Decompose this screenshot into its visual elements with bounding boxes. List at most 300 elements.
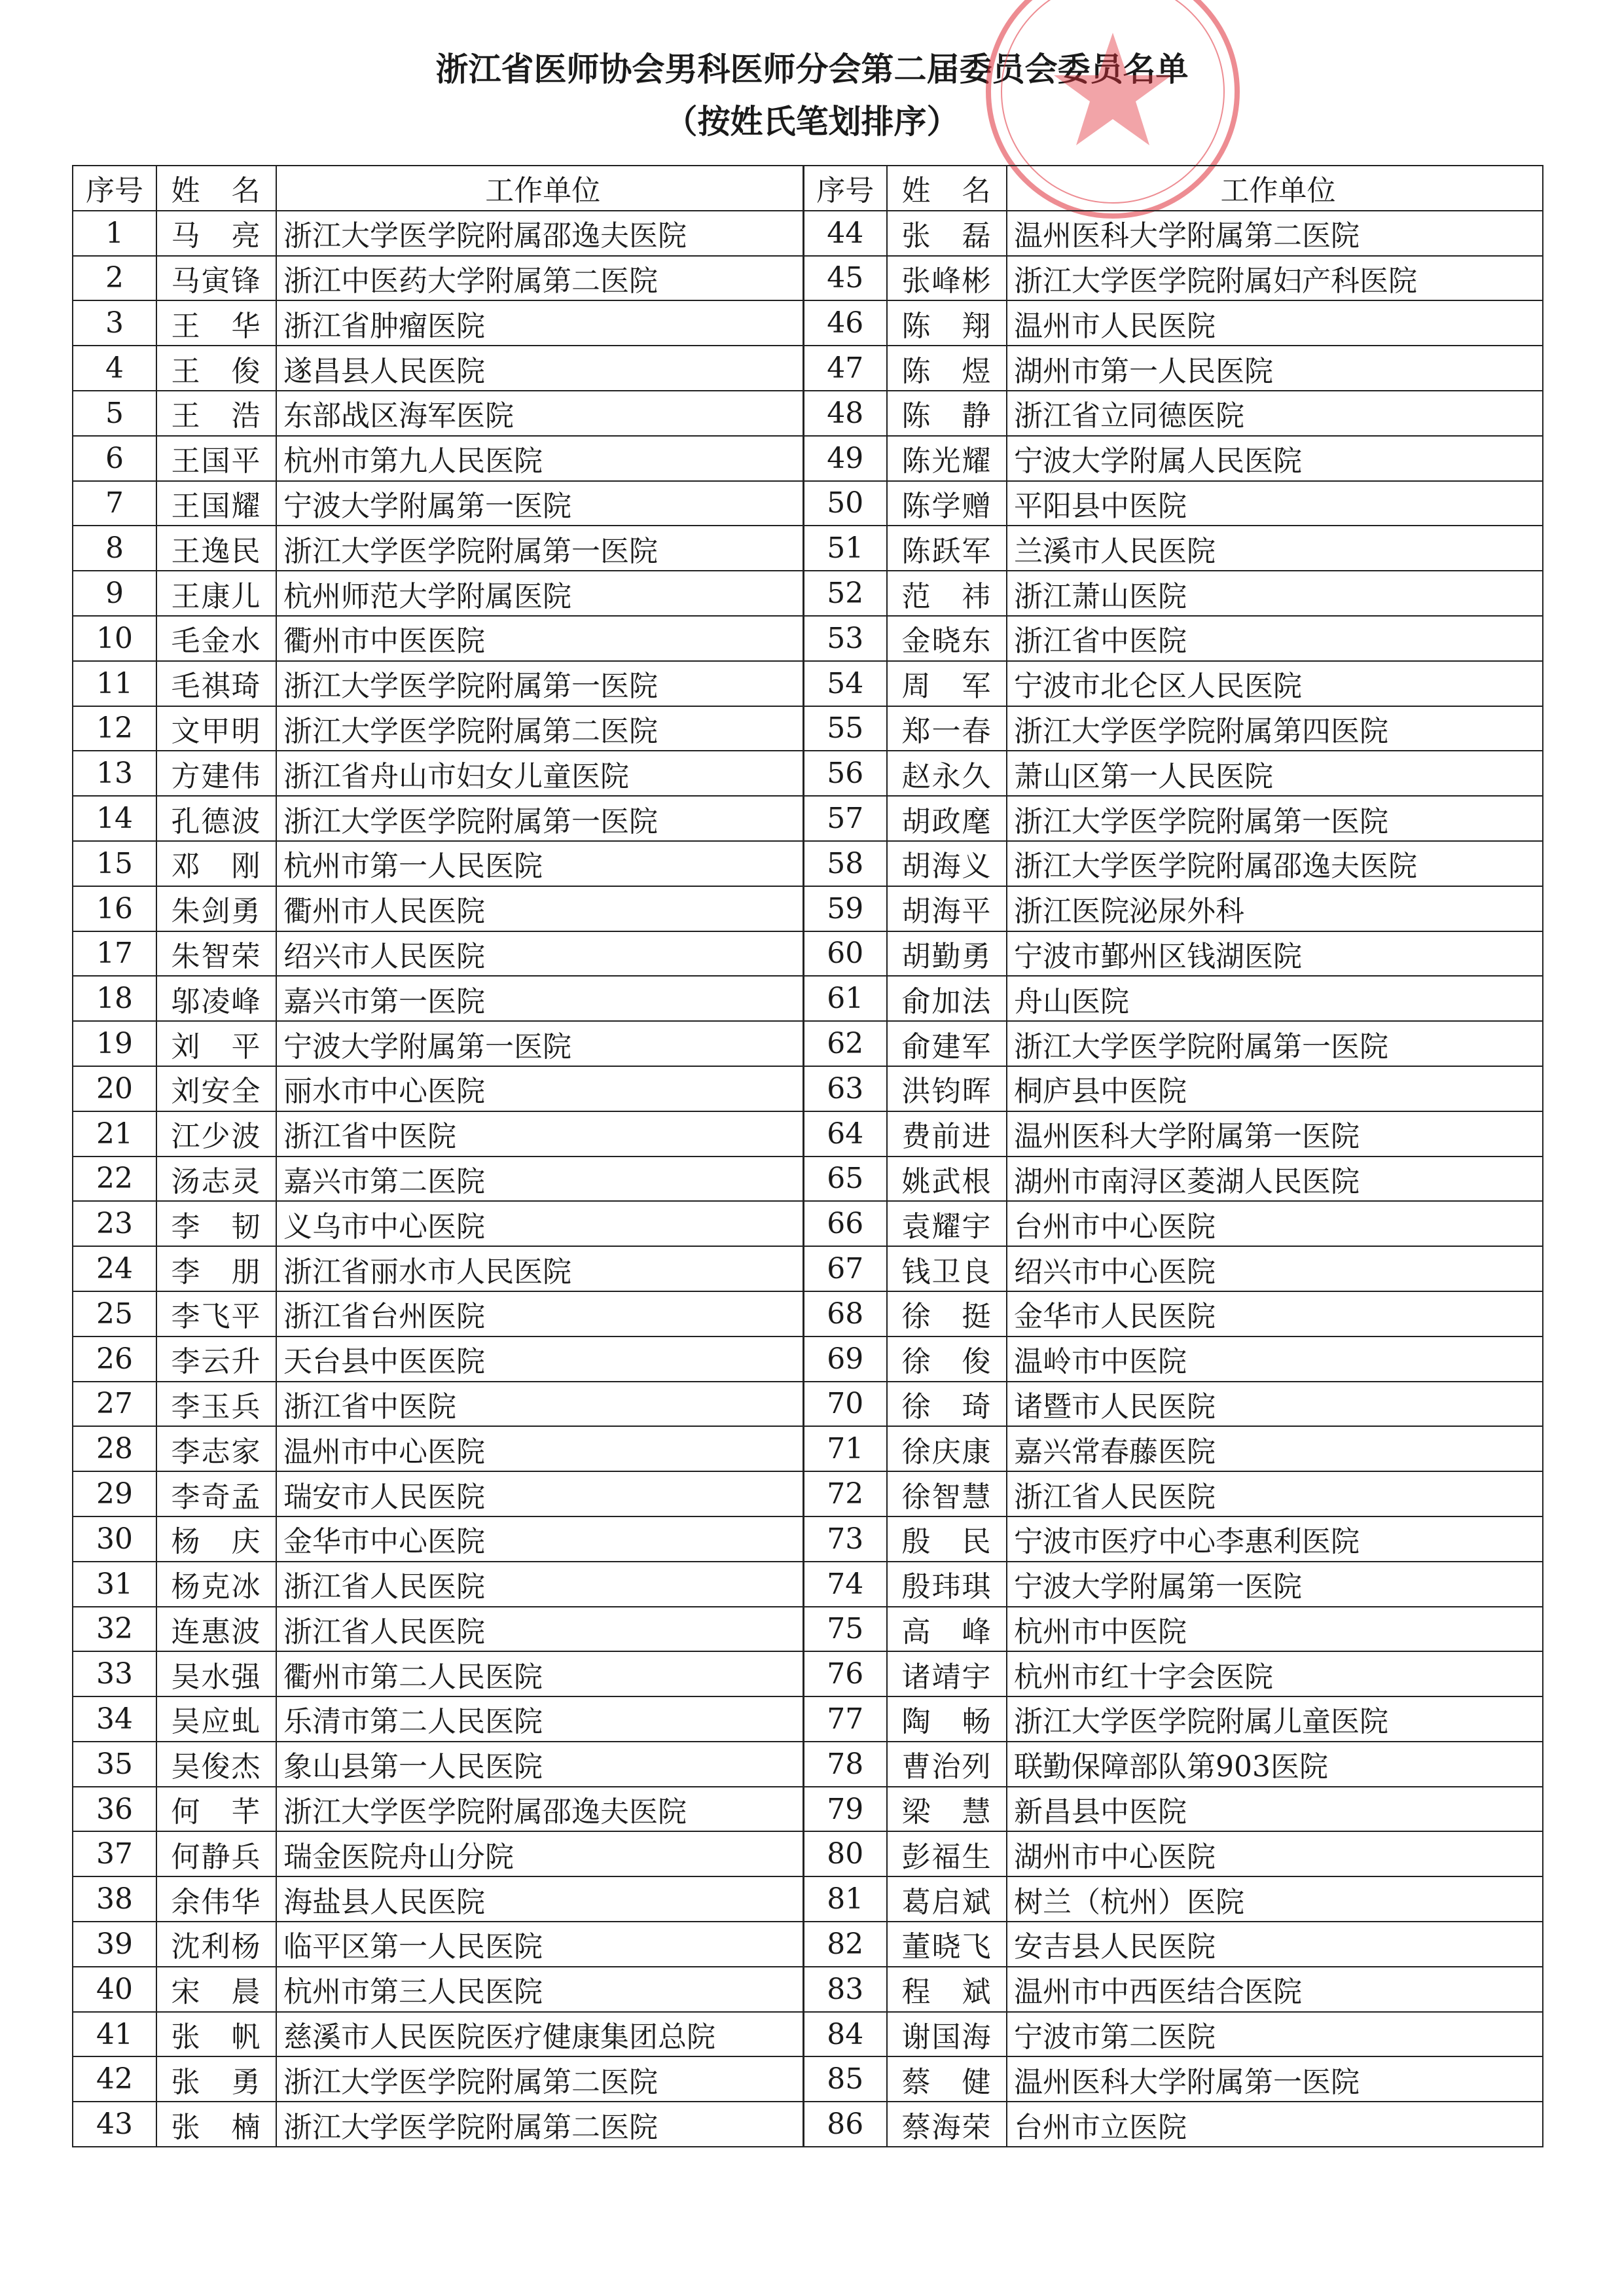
member-no: 66 (803, 1201, 887, 1246)
table-row (73, 1066, 1543, 1111)
member-unit: 丽水市中心医院 (276, 1066, 803, 1111)
table-row (73, 796, 1543, 841)
member-name: 俞加法 (887, 976, 1007, 1021)
member-no: 45 (803, 256, 887, 301)
header-name: 姓 名 (156, 166, 276, 211)
member-name: 吴水强 (156, 1651, 276, 1696)
member-no: 70 (803, 1382, 887, 1427)
member-no: 84 (803, 2012, 887, 2057)
member-name: 李 朋 (156, 1246, 276, 1291)
member-no: 29 (73, 1471, 156, 1516)
member-unit: 浙江省肿瘤医院 (276, 300, 803, 346)
header-name: 姓 名 (887, 166, 1007, 211)
member-unit: 温岭市中医院 (1007, 1336, 1543, 1382)
member-name: 张 楠 (156, 2102, 276, 2147)
member-no: 56 (803, 751, 887, 796)
member-unit: 浙江省人民医院 (1007, 1471, 1543, 1516)
member-unit: 浙江中医药大学附属第二医院 (276, 256, 803, 301)
member-name: 余伟华 (156, 1876, 276, 1922)
member-unit: 嘉兴常春藤医院 (1007, 1426, 1543, 1471)
table-row (73, 751, 1543, 796)
member-unit: 浙江省丽水市人民医院 (276, 1246, 803, 1291)
member-no: 10 (73, 616, 156, 661)
member-name: 文甲明 (156, 706, 276, 751)
member-name: 李 韧 (156, 1201, 276, 1246)
member-unit: 海盐县人民医院 (276, 1876, 803, 1922)
member-name: 张 帆 (156, 2012, 276, 2057)
member-no: 31 (73, 1562, 156, 1607)
member-unit: 浙江大学医学院附属儿童医院 (1007, 1696, 1543, 1742)
member-unit: 浙江大学医学院附属第二医院 (276, 2102, 803, 2147)
member-name: 赵永久 (887, 751, 1007, 796)
member-no: 47 (803, 346, 887, 391)
member-name: 洪钧晖 (887, 1066, 1007, 1111)
member-name: 陈跃军 (887, 526, 1007, 571)
member-no: 1 (73, 211, 156, 256)
member-name: 诸靖宇 (887, 1651, 1007, 1696)
member-no: 55 (803, 706, 887, 751)
member-no: 77 (803, 1696, 887, 1742)
member-unit: 瑞金医院舟山分院 (276, 1831, 803, 1876)
member-name: 金晓东 (887, 616, 1007, 661)
table-row (73, 841, 1543, 886)
member-unit: 绍兴市人民医院 (276, 931, 803, 977)
member-name: 陈 静 (887, 391, 1007, 436)
member-name: 汤志灵 (156, 1157, 276, 1202)
member-no: 30 (73, 1516, 156, 1562)
table-row (73, 2012, 1543, 2057)
table-row (73, 1787, 1543, 1832)
member-unit: 衢州市第二人民医院 (276, 1651, 803, 1696)
member-no: 5 (73, 391, 156, 436)
member-unit: 杭州市红十字会医院 (1007, 1651, 1543, 1696)
member-no: 78 (803, 1742, 887, 1787)
table-header-row (73, 166, 1543, 211)
member-unit: 浙江大学医学院附属第二医院 (276, 2056, 803, 2102)
member-unit: 浙江大学医学院附属邵逸夫医院 (1007, 841, 1543, 886)
table-row (73, 1111, 1543, 1157)
member-no: 39 (73, 1922, 156, 1967)
member-no: 2 (73, 256, 156, 301)
member-no: 64 (803, 1111, 887, 1157)
member-name: 王 浩 (156, 391, 276, 436)
member-no: 53 (803, 616, 887, 661)
member-no: 67 (803, 1246, 887, 1291)
member-name: 曹治列 (887, 1742, 1007, 1787)
member-name: 连惠波 (156, 1607, 276, 1652)
member-no: 86 (803, 2102, 887, 2147)
member-name: 马 亮 (156, 211, 276, 256)
member-no: 12 (73, 706, 156, 751)
member-unit: 浙江省人民医院 (276, 1562, 803, 1607)
member-unit: 衢州市中医医院 (276, 616, 803, 661)
table-row (73, 931, 1543, 977)
member-name: 谢国海 (887, 2012, 1007, 2057)
member-no: 16 (73, 886, 156, 931)
member-no: 68 (803, 1291, 887, 1336)
member-no: 25 (73, 1291, 156, 1336)
table-row (73, 1291, 1543, 1336)
member-unit: 宁波市第二医院 (1007, 2012, 1543, 2057)
member-no: 36 (73, 1787, 156, 1832)
member-name: 费前进 (887, 1111, 1007, 1157)
member-name: 胡海平 (887, 886, 1007, 931)
member-name: 郑一春 (887, 706, 1007, 751)
member-no: 43 (73, 2102, 156, 2147)
member-unit: 乐清市第二人民医院 (276, 1696, 803, 1742)
member-unit: 温州医科大学附属第一医院 (1007, 2056, 1543, 2102)
member-unit: 台州市立医院 (1007, 2102, 1543, 2147)
member-name: 杨 庆 (156, 1516, 276, 1562)
member-no: 85 (803, 2056, 887, 2102)
header-no: 序号 (803, 166, 887, 211)
member-unit: 杭州市第一人民医院 (276, 841, 803, 886)
member-unit: 宁波大学附属人民医院 (1007, 436, 1543, 481)
member-no: 44 (803, 211, 887, 256)
member-no: 4 (73, 346, 156, 391)
member-unit: 宁波大学附属第一医院 (1007, 1562, 1543, 1607)
member-no: 11 (73, 661, 156, 706)
member-unit: 义乌市中心医院 (276, 1201, 803, 1246)
member-unit: 浙江省台州医院 (276, 1291, 803, 1336)
member-no: 74 (803, 1562, 887, 1607)
member-unit: 金华市中心医院 (276, 1516, 803, 1562)
member-name: 蔡 健 (887, 2056, 1007, 2102)
table-row (73, 886, 1543, 931)
member-unit: 湖州市南浔区菱湖人民医院 (1007, 1157, 1543, 1202)
member-no: 79 (803, 1787, 887, 1832)
member-no: 76 (803, 1651, 887, 1696)
member-name: 何 芊 (156, 1787, 276, 1832)
member-name: 梁 慧 (887, 1787, 1007, 1832)
member-unit: 宁波大学附属第一医院 (276, 481, 803, 526)
member-unit: 杭州师范大学附属医院 (276, 571, 803, 616)
member-name: 王 俊 (156, 346, 276, 391)
member-name: 徐 俊 (887, 1336, 1007, 1382)
member-name: 张峰彬 (887, 256, 1007, 301)
table-row (73, 1201, 1543, 1246)
member-no: 58 (803, 841, 887, 886)
table-row (73, 1651, 1543, 1696)
member-name: 徐 挺 (887, 1291, 1007, 1336)
table-row (73, 2102, 1543, 2147)
member-no: 71 (803, 1426, 887, 1471)
table-row (73, 616, 1543, 661)
member-no: 35 (73, 1742, 156, 1787)
document-title: 浙江省医师协会男科医师分会第二届委员会委员名单 (435, 50, 1189, 88)
member-no: 21 (73, 1111, 156, 1157)
table-row (73, 436, 1543, 481)
member-unit: 浙江大学医学院附属妇产科医院 (1007, 256, 1543, 301)
member-name: 李奇孟 (156, 1471, 276, 1516)
member-unit: 浙江大学医学院附属第一医院 (276, 526, 803, 571)
member-name: 钱卫良 (887, 1246, 1007, 1291)
member-unit: 天台县中医医院 (276, 1336, 803, 1382)
member-no: 59 (803, 886, 887, 931)
header-unit: 工作单位 (1007, 166, 1543, 211)
member-name: 程 斌 (887, 1967, 1007, 2012)
member-no: 26 (73, 1336, 156, 1382)
table-row (73, 2056, 1543, 2102)
member-no: 24 (73, 1246, 156, 1291)
member-no: 17 (73, 931, 156, 977)
member-unit: 浙江省人民医院 (276, 1607, 803, 1652)
member-unit: 东部战区海军医院 (276, 391, 803, 436)
member-no: 7 (73, 481, 156, 526)
header-no: 序号 (73, 166, 156, 211)
member-name: 孔德波 (156, 796, 276, 841)
member-name: 胡政麾 (887, 796, 1007, 841)
member-unit: 浙江省中医院 (276, 1111, 803, 1157)
member-no: 75 (803, 1607, 887, 1652)
member-unit: 遂昌县人民医院 (276, 346, 803, 391)
member-unit: 浙江医院泌尿外科 (1007, 886, 1543, 931)
member-name: 李飞平 (156, 1291, 276, 1336)
member-name: 葛启斌 (887, 1876, 1007, 1922)
member-unit: 嘉兴市第一医院 (276, 976, 803, 1021)
member-name: 陈光耀 (887, 436, 1007, 481)
member-name: 徐智慧 (887, 1471, 1007, 1516)
member-unit: 慈溪市人民医院医疗健康集团总院 (276, 2012, 803, 2057)
member-name: 王 华 (156, 300, 276, 346)
member-name: 陈 煜 (887, 346, 1007, 391)
member-name: 徐 琦 (887, 1382, 1007, 1427)
member-name: 殷玮琪 (887, 1562, 1007, 1607)
member-no: 52 (803, 571, 887, 616)
table-row (73, 1157, 1543, 1202)
table-row (73, 256, 1543, 301)
member-name: 高 峰 (887, 1607, 1007, 1652)
member-no: 72 (803, 1471, 887, 1516)
member-no: 69 (803, 1336, 887, 1382)
member-unit: 浙江萧山医院 (1007, 571, 1543, 616)
table-row (73, 1922, 1543, 1967)
table-row (73, 1742, 1543, 1787)
member-unit: 宁波市医疗中心李惠利医院 (1007, 1516, 1543, 1562)
table-row (73, 1562, 1543, 1607)
member-no: 82 (803, 1922, 887, 1967)
member-name: 徐庆康 (887, 1426, 1007, 1471)
member-unit: 桐庐县中医院 (1007, 1066, 1543, 1111)
member-unit: 浙江省中医院 (276, 1382, 803, 1427)
member-name: 王国耀 (156, 481, 276, 526)
member-name: 朱智荣 (156, 931, 276, 977)
member-name: 李云升 (156, 1336, 276, 1382)
member-name: 陶 畅 (887, 1696, 1007, 1742)
member-unit: 温州市中心医院 (276, 1426, 803, 1471)
member-no: 51 (803, 526, 887, 571)
member-no: 14 (73, 796, 156, 841)
member-no: 50 (803, 481, 887, 526)
member-no: 80 (803, 1831, 887, 1876)
member-name: 彭福生 (887, 1831, 1007, 1876)
member-unit: 浙江大学医学院附属第四医院 (1007, 706, 1543, 751)
member-no: 9 (73, 571, 156, 616)
member-no: 33 (73, 1651, 156, 1696)
member-no: 57 (803, 796, 887, 841)
member-name: 王国平 (156, 436, 276, 481)
member-name: 毛祺琦 (156, 661, 276, 706)
member-table (72, 165, 1543, 2147)
member-unit: 杭州市第九人民医院 (276, 436, 803, 481)
member-unit: 浙江大学医学院附属邵逸夫医院 (276, 1787, 803, 1832)
member-unit: 浙江大学医学院附属第一医院 (276, 661, 803, 706)
table-row (73, 1336, 1543, 1382)
member-name: 吴俊杰 (156, 1742, 276, 1787)
member-name: 殷 民 (887, 1516, 1007, 1562)
table-row (73, 1876, 1543, 1922)
member-no: 23 (73, 1201, 156, 1246)
member-name: 毛金水 (156, 616, 276, 661)
member-name: 马寅锋 (156, 256, 276, 301)
table-row (73, 1382, 1543, 1427)
member-unit: 浙江省中医院 (1007, 616, 1543, 661)
member-unit: 浙江大学医学院附属第一医院 (1007, 796, 1543, 841)
table-row (73, 1021, 1543, 1066)
member-unit: 宁波市北仑区人民医院 (1007, 661, 1543, 706)
member-unit: 兰溪市人民医院 (1007, 526, 1543, 571)
member-name: 姚武根 (887, 1157, 1007, 1202)
member-unit: 温州医科大学附属第二医院 (1007, 211, 1543, 256)
member-no: 3 (73, 300, 156, 346)
member-no: 38 (73, 1876, 156, 1922)
member-unit: 温州市人民医院 (1007, 300, 1543, 346)
table-row (73, 211, 1543, 256)
member-name: 邬凌峰 (156, 976, 276, 1021)
table-row (73, 571, 1543, 616)
member-no: 28 (73, 1426, 156, 1471)
member-unit: 浙江省立同德医院 (1007, 391, 1543, 436)
table-row (73, 346, 1543, 391)
member-name: 董晓飞 (887, 1922, 1007, 1967)
document-subtitle: （按姓氏笔划排序） (664, 103, 960, 141)
member-unit: 安吉县人民医院 (1007, 1922, 1543, 1967)
member-name: 张 磊 (887, 211, 1007, 256)
member-no: 49 (803, 436, 887, 481)
member-name: 宋 晨 (156, 1967, 276, 2012)
table-row (73, 526, 1543, 571)
member-no: 41 (73, 2012, 156, 2057)
member-name: 陈 翔 (887, 300, 1007, 346)
member-unit: 杭州市第三人民医院 (276, 1967, 803, 2012)
member-unit: 温州市中西医结合医院 (1007, 1967, 1543, 2012)
member-unit: 台州市中心医院 (1007, 1201, 1543, 1246)
member-no: 54 (803, 661, 887, 706)
member-no: 6 (73, 436, 156, 481)
member-no: 27 (73, 1382, 156, 1427)
member-no: 60 (803, 931, 887, 977)
member-name: 俞建军 (887, 1021, 1007, 1066)
table-row (73, 1246, 1543, 1291)
member-name: 刘安全 (156, 1066, 276, 1111)
member-unit: 新昌县中医院 (1007, 1787, 1543, 1832)
member-name: 朱剑勇 (156, 886, 276, 931)
table-row (73, 1967, 1543, 2012)
member-unit: 温州医科大学附属第一医院 (1007, 1111, 1543, 1157)
member-no: 63 (803, 1066, 887, 1111)
member-name: 蔡海荣 (887, 2102, 1007, 2147)
member-unit: 临平区第一人民医院 (276, 1922, 803, 1967)
member-name: 周 军 (887, 661, 1007, 706)
member-unit: 平阳县中医院 (1007, 481, 1543, 526)
table-row (73, 300, 1543, 346)
member-unit: 湖州市第一人民医院 (1007, 346, 1543, 391)
member-name: 杨克冰 (156, 1562, 276, 1607)
member-unit: 萧山区第一人民医院 (1007, 751, 1543, 796)
member-no: 46 (803, 300, 887, 346)
member-unit: 象山县第一人民医院 (276, 1742, 803, 1787)
member-unit: 诸暨市人民医院 (1007, 1382, 1543, 1427)
member-no: 8 (73, 526, 156, 571)
table-row (73, 661, 1543, 706)
member-no: 40 (73, 1967, 156, 2012)
member-name: 方建伟 (156, 751, 276, 796)
member-unit: 嘉兴市第二医院 (276, 1157, 803, 1202)
member-unit: 联勤保障部队第903医院 (1007, 1742, 1543, 1787)
member-unit: 瑞安市人民医院 (276, 1471, 803, 1516)
member-name: 王康儿 (156, 571, 276, 616)
member-unit: 湖州市中心医院 (1007, 1831, 1543, 1876)
member-unit: 浙江大学医学院附属第一医院 (276, 796, 803, 841)
member-name: 邓 刚 (156, 841, 276, 886)
table-row (73, 706, 1543, 751)
member-no: 62 (803, 1021, 887, 1066)
member-no: 32 (73, 1607, 156, 1652)
member-no: 18 (73, 976, 156, 1021)
member-name: 沈利杨 (156, 1922, 276, 1967)
member-unit: 杭州市中医院 (1007, 1607, 1543, 1652)
table-row (73, 1831, 1543, 1876)
member-name: 刘 平 (156, 1021, 276, 1066)
member-name: 胡海义 (887, 841, 1007, 886)
table-row (73, 1607, 1543, 1652)
member-no: 61 (803, 976, 887, 1021)
member-name: 李志家 (156, 1426, 276, 1471)
member-unit: 宁波大学附属第一医院 (276, 1021, 803, 1066)
member-no: 65 (803, 1157, 887, 1202)
member-no: 73 (803, 1516, 887, 1562)
header-unit: 工作单位 (276, 166, 803, 211)
table-row (73, 391, 1543, 436)
member-no: 13 (73, 751, 156, 796)
member-unit: 舟山医院 (1007, 976, 1543, 1021)
member-name: 陈学赠 (887, 481, 1007, 526)
member-unit: 浙江大学医学院附属邵逸夫医院 (276, 211, 803, 256)
table-row (73, 1696, 1543, 1742)
table-row (73, 1471, 1543, 1516)
member-name: 范 祎 (887, 571, 1007, 616)
table-row (73, 976, 1543, 1021)
member-name: 何静兵 (156, 1831, 276, 1876)
member-unit: 宁波市鄞州区钱湖医院 (1007, 931, 1543, 977)
member-name: 李玉兵 (156, 1382, 276, 1427)
member-no: 42 (73, 2056, 156, 2102)
member-unit: 衢州市人民医院 (276, 886, 803, 931)
member-no: 20 (73, 1066, 156, 1111)
member-no: 48 (803, 391, 887, 436)
member-no: 37 (73, 1831, 156, 1876)
member-no: 15 (73, 841, 156, 886)
member-name: 张 勇 (156, 2056, 276, 2102)
member-unit: 树兰（杭州）医院 (1007, 1876, 1543, 1922)
member-name: 胡勤勇 (887, 931, 1007, 977)
member-unit: 浙江大学医学院附属第二医院 (276, 706, 803, 751)
table-row (73, 1426, 1543, 1471)
member-unit: 金华市人民医院 (1007, 1291, 1543, 1336)
member-unit: 绍兴市中心医院 (1007, 1246, 1543, 1291)
table-row (73, 1516, 1543, 1562)
member-name: 江少波 (156, 1111, 276, 1157)
